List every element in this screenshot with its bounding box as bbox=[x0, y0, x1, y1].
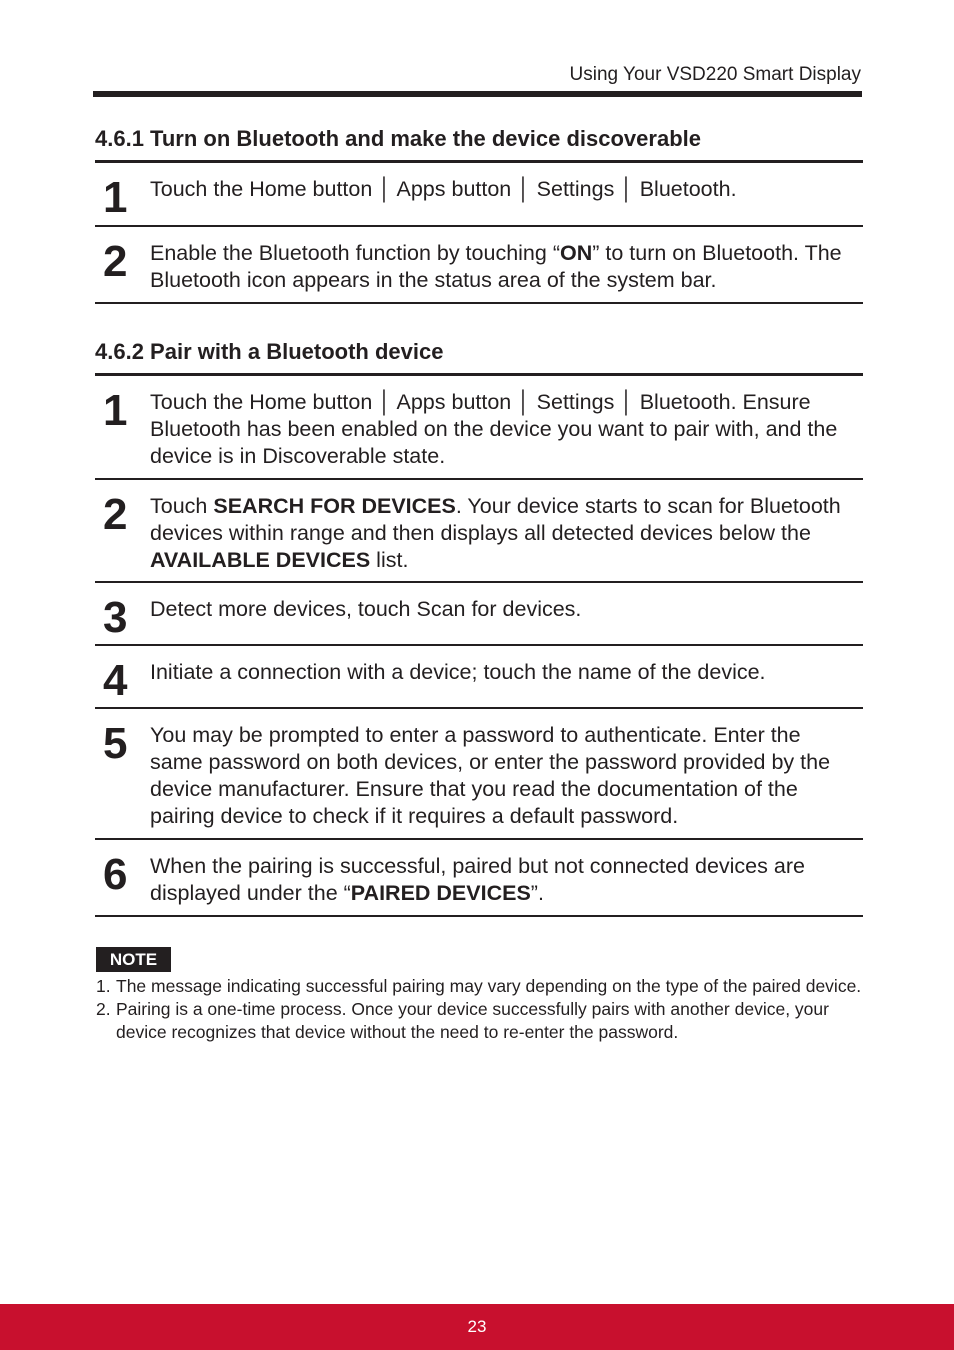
step-row bbox=[95, 709, 863, 840]
step-text-part: Detect more devices, touch Scan for devices. bbox=[150, 597, 582, 621]
header-rule bbox=[93, 91, 862, 97]
steps-table bbox=[95, 373, 863, 917]
step-row bbox=[95, 163, 863, 227]
section-title: 4.6.1 Turn on Bluetooth and make the device discoverable bbox=[95, 126, 701, 151]
note-number: 2. bbox=[96, 999, 111, 1019]
step-text-emphasis: PAIRED DEVICES bbox=[350, 881, 531, 905]
section-title: 4.6.2 Pair with a Bluetooth device bbox=[95, 339, 444, 364]
page-footer bbox=[0, 1304, 954, 1350]
step-number: 1 bbox=[103, 386, 128, 435]
step-text bbox=[150, 659, 863, 686]
step-text-emphasis: SEARCH FOR DEVICES bbox=[213, 494, 456, 518]
step-row bbox=[95, 840, 863, 917]
step-text-part: Enable the Bluetooth function by touching “ bbox=[150, 241, 560, 265]
step-text-emphasis: ON bbox=[559, 241, 593, 265]
step-text bbox=[150, 389, 863, 470]
step-text-part: Initiate a connection with a device; touch the name of the device. bbox=[150, 660, 766, 684]
step-text-part: ” to turn on Bluetooth. The Bluetooth icon appears in the status area of the system bar. bbox=[150, 241, 842, 292]
step-number: 2 bbox=[103, 237, 128, 286]
note-text: The message indicating successful pairing may vary depending on the type of the paired device. bbox=[116, 976, 862, 996]
step-text-part: list. bbox=[370, 548, 409, 572]
step-number: 3 bbox=[103, 593, 128, 642]
step-row bbox=[95, 646, 863, 709]
step-text-part: Touch the Home button │ Apps button │ Settings │ Bluetooth. bbox=[150, 177, 737, 201]
running-header: Using Your VSD220 Smart Display bbox=[569, 64, 861, 85]
step-number: 6 bbox=[103, 850, 128, 899]
note-text: Pairing is a one-time process. Once your device successfully pairs with another device, your device recognizes that device without the need to re-enter the password. bbox=[116, 999, 829, 1042]
step-text-part: . Your device starts to scan for Bluetooth devices within range and then displays all detected devices below the bbox=[150, 494, 841, 545]
step-number: 5 bbox=[103, 719, 128, 768]
step-text-emphasis: AVAILABLE DEVICES bbox=[150, 548, 371, 572]
step-row bbox=[95, 227, 863, 304]
step-text-part: You may be prompted to enter a password to authenticate. Enter the same password on both devices, or enter the password provided by the device manufacturer. Ensure that you read the documentation of the pairing device to check if it requires a default password. bbox=[150, 723, 831, 828]
step-text-part: Touch the Home button │ Apps button │ Settings │ Bluetooth. Ensure Bluetooth has been enabled on the device you want to pair with, and the device is in Discoverable state. bbox=[150, 390, 838, 468]
step-text-part: When the pairing is successful, paired but not connected devices are displayed under the “ bbox=[150, 854, 805, 905]
section-turn-on-bluetooth bbox=[95, 126, 863, 304]
section-pair-bluetooth-device bbox=[95, 339, 863, 917]
step-text bbox=[150, 853, 863, 907]
note-item bbox=[96, 998, 866, 1044]
steps-table bbox=[95, 160, 863, 304]
step-number: 2 bbox=[103, 490, 128, 539]
page-number: 23 bbox=[467, 1317, 487, 1336]
step-row bbox=[95, 480, 863, 583]
step-text bbox=[150, 596, 863, 623]
step-number: 4 bbox=[103, 656, 128, 705]
step-text bbox=[150, 722, 863, 830]
step-text bbox=[150, 493, 863, 574]
step-row bbox=[95, 376, 863, 480]
note-number: 1. bbox=[96, 976, 111, 996]
step-text bbox=[150, 240, 863, 294]
step-row bbox=[95, 583, 863, 646]
note-list bbox=[96, 975, 866, 1044]
step-text bbox=[150, 176, 863, 203]
step-text-part: Touch bbox=[150, 494, 214, 518]
step-text-part: ”. bbox=[530, 881, 544, 905]
note-badge: NOTE bbox=[96, 947, 171, 972]
step-number: 1 bbox=[103, 173, 128, 222]
note-item bbox=[96, 975, 866, 998]
